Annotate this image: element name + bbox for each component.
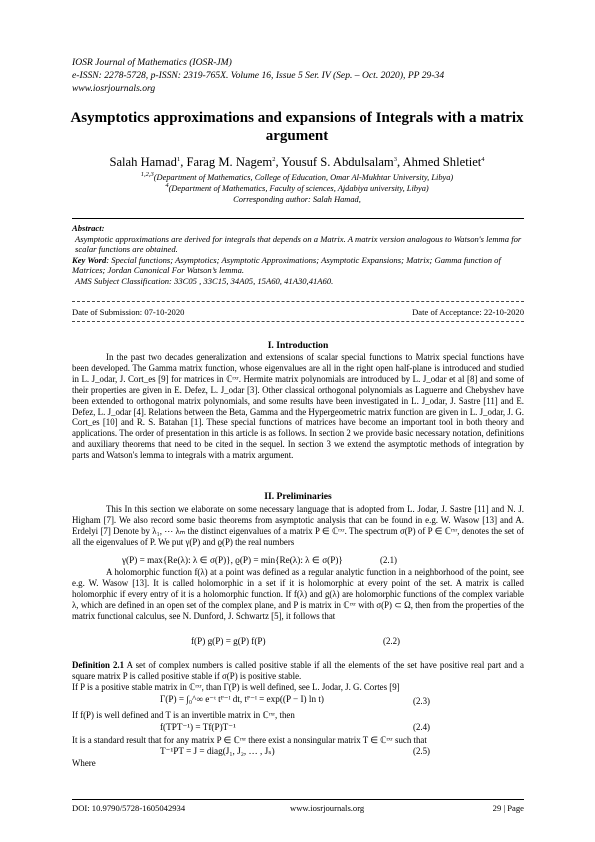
abstract-heading: Abstract: — [72, 223, 105, 233]
page-footer — [72, 803, 524, 813]
prelim-paragraph-4: If f(P) is well defined and T is an invertible matrix in ℂʳˣʳ, then — [72, 710, 295, 720]
definition-2-1 — [72, 660, 524, 682]
equation-2-3: Γ(P) = ∫₀^∞ e⁻ᵗ tᴾ⁻ᴵ dt, tᴾ⁻ᴵ = exp((P − I) ln t) — [160, 694, 324, 704]
journal-header — [72, 56, 532, 95]
divider — [72, 218, 524, 219]
abstract-text: Asymptotic approximations are derived for integrals that depends on a Matrix. A matrix version analogous to Watson's lemma for scalar functions are obtained. — [75, 233, 522, 255]
prelim-paragraph-2: A holomorphic function f(λ) at a point was defined as a regular analytic function in a neighborhood of the point, see e.g. W. Wasow [13]. It is called holomorphic in a set if it is holomorphic at every point of the set. A matrix is called holomorphic if every entry of it is a holomorphic function. If f(λ) and g(λ) are holomorphic functions of the complex variable λ, which are defined in an open set of the complex plane, and P is matrix in ℂʳˣʳ with σ(P) ⊂ Ω, then from the properties of the matrix functional calculus, see N. Dunford, J. Schwartz [5], it follows that — [72, 567, 524, 621]
prelim-paragraph-5: It is a standard result that for any matrix P ∈ ℂʳˣʳ there exist a nonsingular matrix T ∈ ℂʳˣʳ such that — [72, 735, 427, 745]
equation-number: (2.5) — [413, 746, 431, 756]
corresponding-author: Corresponding author: Salah Hamad, — [233, 195, 361, 204]
equation-2-1: γ(P) = max{Re(λ): λ ∈ σ(P)}, ϱ(P) = min{Re(λ): λ ∈ σ(P)} — [122, 555, 343, 565]
author-name: Farag M. Nagem — [186, 155, 273, 169]
affiliations — [60, 172, 534, 205]
ams-classification: AMS Subject Classification: 33C05 , 33C15, 34A05, 15A60, 41A30,41A60. — [75, 275, 334, 286]
footer-site[interactable]: www.iosrjournals.org — [290, 803, 365, 813]
equation-2-5: T⁻¹PT = J = diag(J₁, J₂, … , Jₛ) — [160, 746, 275, 756]
affil-line: (Department of Mathematics, Faculty of sciences, Ajdabiya university, Libya) — [168, 184, 429, 193]
equation-2-2: f(P) g(P) = g(P) f(P) — [191, 636, 266, 646]
submission-date: Date of Submission: 07-10-2020 — [72, 307, 185, 317]
equation-number: (2.2) — [383, 636, 401, 646]
equation-number: (2.3) — [413, 696, 431, 706]
author-sup: 2 — [272, 155, 276, 163]
divider — [72, 301, 524, 302]
author-name: Ahmed Shletiet — [402, 155, 482, 169]
definition-text: A set of complex numbers is called positive stable if all the elements of the set have positive real part and a square matrix P is called positive stable if σ(P) is positive stable. — [72, 660, 524, 681]
author-sup: 1 — [176, 155, 181, 163]
keywords — [72, 255, 524, 276]
dates — [72, 307, 524, 317]
footer-doi: DOI: 10.9790/5728-1605042934 — [72, 803, 186, 813]
divider — [72, 321, 524, 322]
affil-sup: 4 — [165, 182, 169, 190]
equation-number: (2.4) — [413, 722, 431, 732]
abstract — [72, 223, 524, 287]
footer-divider — [72, 799, 524, 800]
prelim-paragraph-6: Where — [72, 758, 96, 768]
affil-sup: 1,2,3 — [140, 171, 154, 179]
acceptance-date: Date of Acceptance: 22-10-2020 — [412, 307, 524, 317]
journal-site[interactable]: www.iosrjournals.org — [72, 83, 156, 94]
prelim-paragraph-1: This In this section we elaborate on some necessary language that is adopted from L. Jodar, J. Sastre [11] and N. J. Higham [7]. We also record some basic theorems from asymptotic analysis that can be found in e.g. W. Wasow [13] and A. Erdelyi [7] Denote by λ₁, ⋯ λₘ the distinct eigenvalues of a matrix P ∈ ℂʳˣʳ. The spectrum σ(P) of P ∈ ℂʳˣʳ, denotes the set of all the eigenvalues of P. We put γ(P) and ϱ(P) the real numbers — [72, 504, 524, 547]
prelim-paragraph-3: If P is a positive stable matrix in ℂʳˣʳ, than Γ(P) is well defined, see L. Jodar, J. G. Cortes [9] — [72, 682, 400, 692]
author-sup: 3 — [393, 155, 397, 163]
journal-issn: e-ISSN: 2278-5728, p-ISSN: 2319-765X. Volume 16, Issue 5 Ser. IV (Sep. – Oct. 2020), PP 29-34 — [72, 70, 445, 81]
intro-paragraph: In the past two decades generalization and extensions of scalar special functions to Matrix special functions have been developed. The Gamma matrix function, whose eigenvalues are all in the right open half-plane is introduced and studied in L. J_odar, J. Cort_es [9] for matrices in ℂʳˣʳ. Hermite matrix polynomials are introduced by L. J_odar et al [8] and some of their properties are given in E. Defez, L. J_odar [3]. Other classical orthogonal polynomials as Laguerre and Chebyshev have been extended to orthogonal matrix polynomials, and some results have been investigated in L. J_odar, J. Sastre [11] and E. Defez, L. J_odar [4]. Relations between the Beta, Gamma and the Hypergeometric matrix function are given in L. J_odar, J. G. Cort_es [10] and R. S. Batahan [1]. These special functions of matrices have become an important tool in both theory and applications. The order of presentation in this article is as follows. In section 2 we provide basic necessary notation, definitions and auxiliary theorems that need to be cited in the sequel. In section 3 we extend the asymptotic methods of integration by parts and Watson's lemma to integrals with a matrix argument. — [72, 352, 524, 461]
section-heading-preliminaries: II. Preliminaries — [264, 491, 332, 502]
footer-page-number: 29 | Page — [492, 803, 524, 813]
affil-line: (Department of Mathematics, College of Education, Omar Al-Mukhtar University, Libya) — [153, 173, 454, 182]
equation-number: (2.1) — [380, 555, 398, 565]
keywords-text: : Special functions; Asymptotics; Asymptotic Approximations; Asymptotic Expansions; Matrix; Gamma function of Matrices; Jordan Canonical For Watson’s lemma. — [72, 254, 501, 276]
paper-title: Asymptotics approximations and expansions of Integrals with a matrix argument — [70, 110, 524, 144]
author-name: Salah Hamad — [109, 155, 177, 169]
author-sup: 4 — [481, 155, 485, 163]
section-heading-introduction: I. Introduction — [267, 340, 329, 351]
definition-label: Definition 2.1 — [72, 660, 125, 670]
keywords-label: Key Word — [72, 254, 107, 265]
author-name: Yousuf S. Abdulsalam — [281, 155, 394, 169]
equation-2-4: f(TPT⁻¹) = Tf(P)T⁻¹ — [160, 722, 236, 732]
journal-name: IOSR Journal of Mathematics (IOSR-JM) — [72, 57, 232, 68]
authors: Salah Hamad$^1$, Farag M. Nagem$^2$, Yousuf S. Abdulsalam$^3$, Ahmed Shletiet$^4$ — [109, 155, 485, 169]
